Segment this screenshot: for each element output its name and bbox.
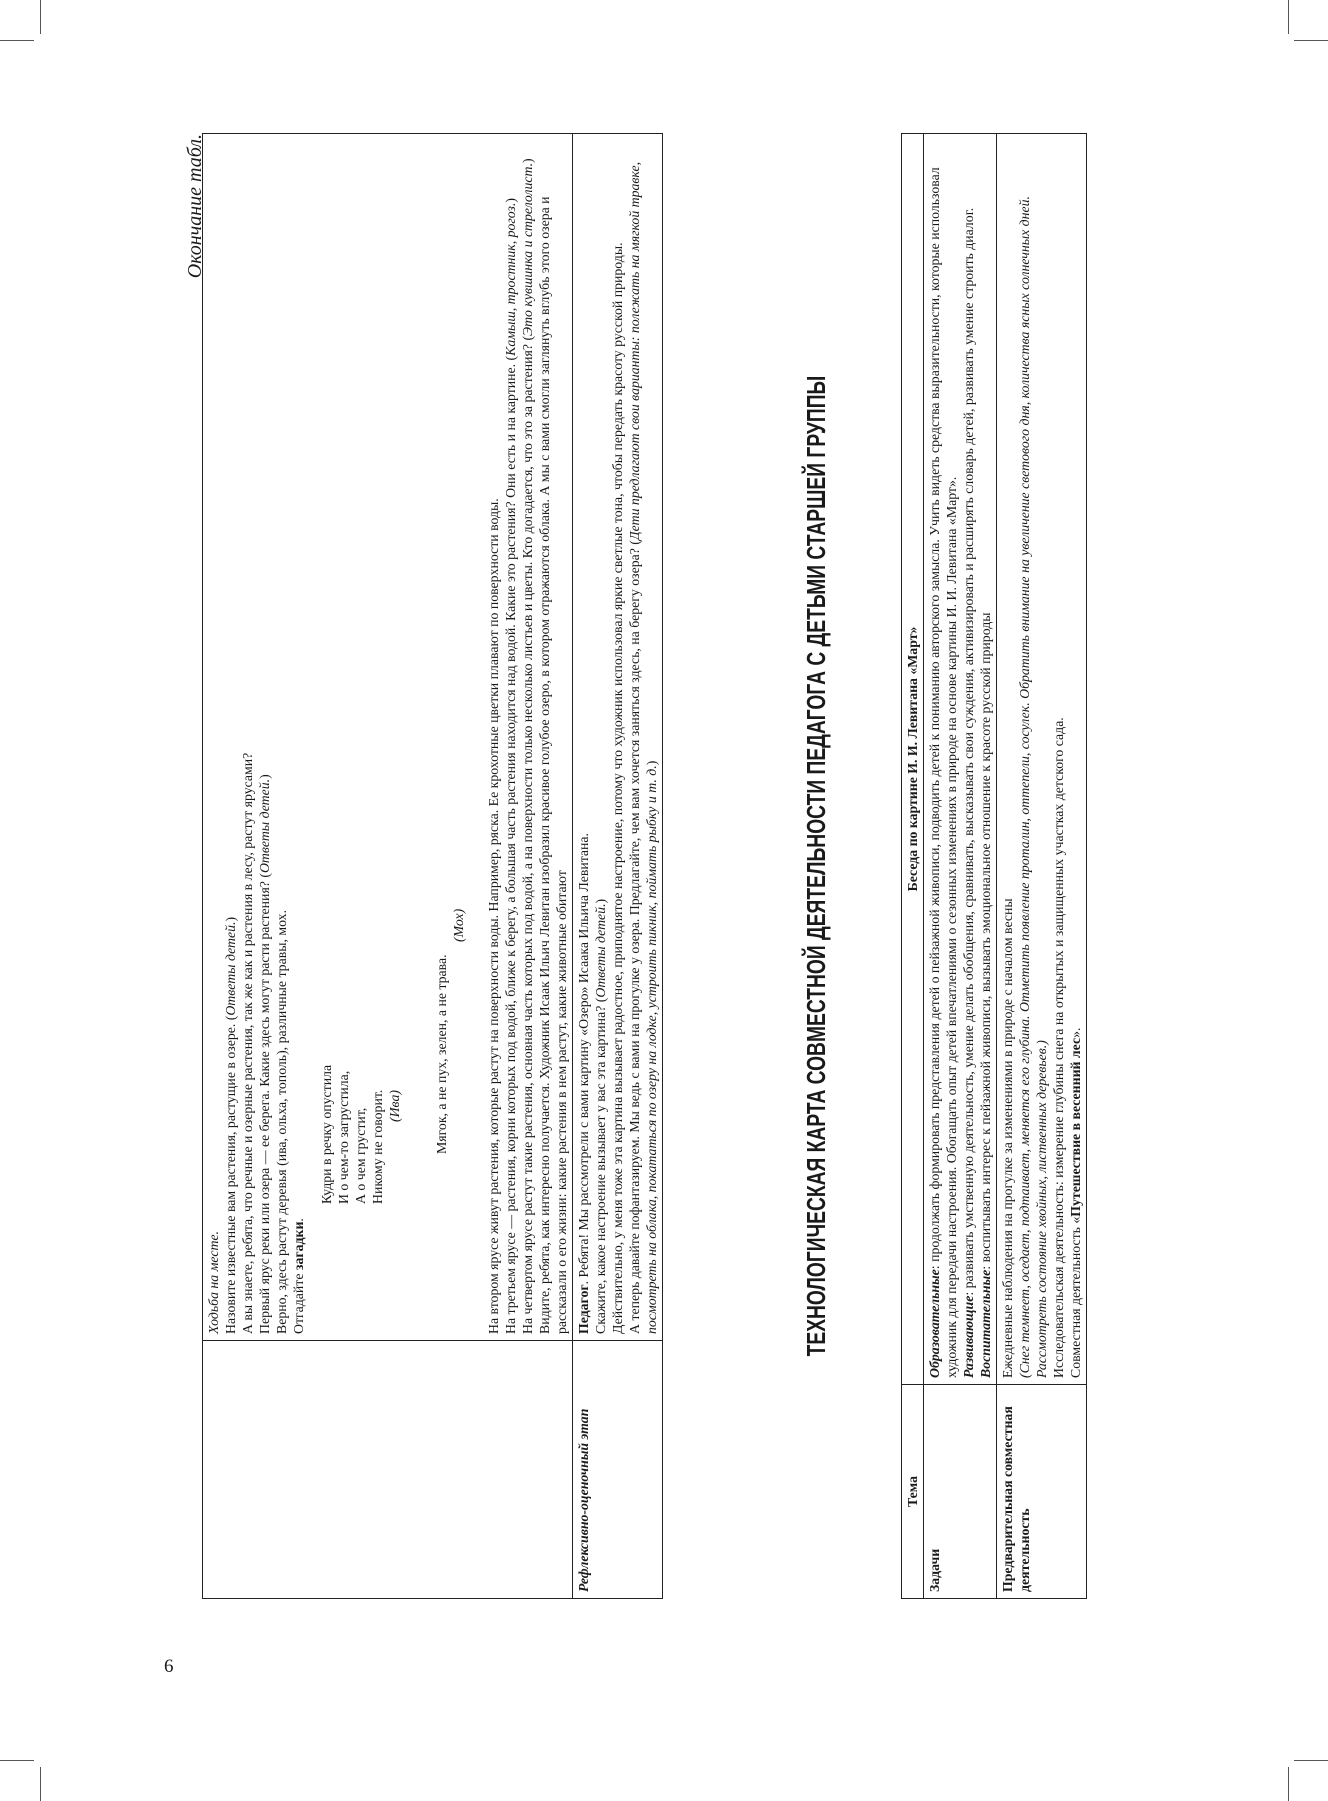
table-row	[203, 134, 573, 1599]
prelim-label: Предварительная совместная деятельность	[997, 1385, 1087, 1599]
prelim-cell	[997, 134, 1087, 1385]
table-row	[573, 134, 663, 1599]
main-title: ТЕХНОЛОГИЧЕСКАЯ КАРТА СОВМЕСТНОЙ ДЕЯТЕЛЬНОСТИ ПЕДАГОГА С ДЕТЬМИ СТАРШЕЙ ГРУППЫ	[801, 375, 831, 1357]
text-line: Педагог. Ребята! Мы рассмотрели с вами картину «Озеро» Исаака Ильича Левитана.	[576, 832, 591, 1334]
crop-mark	[1294, 1760, 1328, 1761]
technology-map-table	[901, 133, 1087, 1599]
table-row	[997, 134, 1087, 1599]
task-line	[926, 140, 960, 1378]
tasks-label: Задачи	[924, 1385, 997, 1599]
task-text: : продолжать формировать представления детей о пейзажной живописи, подводить детей к пониманию авторского замысла. Учить видеть средства выразительности, которые использовал художник для передачи настроения. Обогащать опыт детей впечатлениями о сезонных изменениях в природе на основе картины И. И. Левитана «Март».	[927, 167, 959, 1378]
text-line: Действительно, у меня тоже эта картина вызывает радостное, приподнятое настроение, потому что художник использовал яркие светлые тона, чтобы передать красоту русской природы.	[610, 242, 625, 1334]
riddle-line: И о чем-то загрустила,	[336, 1070, 351, 1204]
text-line: Ходьба на месте.	[206, 1230, 221, 1334]
crop-mark	[0, 40, 34, 41]
stage-cell: Рефлексивно-оценочный этап	[573, 1341, 663, 1599]
text-line: На четвертом ярусе растут такие растения, основная часть которых под водой, а на поверхности только несколько листьев и цветы. Кто догадается, что это за растения? (Это кувшинка и стрелолист.)	[520, 158, 535, 1334]
stage-cell-empty	[203, 1341, 573, 1599]
riddle-answer: (Ива)	[387, 1090, 402, 1122]
text-line: Совместная деятельность «Путешествие в весенний лес».	[1068, 1027, 1083, 1378]
table-header-row	[902, 134, 924, 1599]
table-row	[924, 134, 997, 1599]
text-line: А теперь давайте пофантазируем. Мы ведь с вами на прогулке у озера. Предлагайте, чем вам хочется заняться здесь, на берегу озера? (Дети предлагают свои варианты: полежать на мягкой травке, посмотреть на облака, покататься по озеру на лодке, устроить пикник, поймать рыбку и т. д.)	[627, 161, 659, 1334]
crop-mark	[1288, 0, 1289, 34]
crop-mark	[40, 0, 41, 34]
crop-mark	[0, 1760, 34, 1761]
text-line: На третьем ярусе — растения, корни которых под водой, ближе к берегу, а большая часть растения находится над водой. Какие это растения? Они есть и на картине. (Камыш, тростник, рогоз.)	[503, 198, 518, 1334]
task-line	[960, 140, 977, 1378]
text-line: А вы знаете, ребята, что речные и озерные растения, так же как и растения в лесу, растут ярусами?	[240, 752, 255, 1334]
riddle-line: Никому не говорит.	[370, 1089, 385, 1204]
text-line: Первый ярус реки или озера — ее берега. Какие здесь могут расти растения? (Ответы детей.)	[257, 774, 272, 1334]
text-line: Отгадайте загадки.	[291, 1218, 306, 1334]
text-line: На втором ярусе живут растения, которые растут на поверхности воды. Например, ряска. Ее крохотные цветки плавают по поверхности воды.	[486, 498, 501, 1334]
text-line: Верно, здесь растут деревья (ива, ольха, тополь), различные травы, мох.	[274, 909, 289, 1334]
text-line: Исследовательская деятельность: измерение глубины снега на открытых и защищенных участках детского сада.	[1051, 717, 1066, 1378]
riddle-line: Кудри в речку опустила	[319, 1064, 334, 1204]
task-text: : развивать умственную деятельность, умение делать обобщения, сравнивать, высказывать свои суждения, активизировать и расширять словарь детей, развивать умение строить диалог.	[961, 207, 976, 1296]
table-continuation-label: Окончание табл.	[184, 134, 206, 279]
riddle-1	[318, 140, 403, 1204]
riddle-answer: (Мох)	[451, 908, 466, 942]
task-lead: Образовательные	[927, 1269, 942, 1378]
riddle-line: Мягок, а не пух, зелен, а не трава.	[434, 954, 449, 1154]
rotated-page-content	[184, 131, 1328, 1599]
text-line: Видите, ребята, как интересно получается. Художник Исаак Ильич Левитан изобразил красивое голубое озеро, в котором отражаются облака. А мы с вами смогли заглянуть вглубь этого озера и рассказали о его жизни: какие растения в нем растут, какие животные обитают	[537, 196, 569, 1334]
activity-cell	[573, 134, 663, 1341]
text-line: Ежедневные наблюдения на прогулке за изменениями в природе с началом весны	[1000, 898, 1015, 1378]
crop-mark	[1288, 1767, 1289, 1801]
task-line	[977, 140, 994, 1378]
page-number: 6	[164, 1656, 174, 1677]
task-text: : воспитывать интерес к пейзажной живописи, вызывать эмоциональное отношение к красоте русской природы	[978, 612, 993, 1270]
tasks-cell	[924, 134, 997, 1385]
crop-mark	[40, 1767, 41, 1801]
riddle-line: А о чем грустит,	[353, 1107, 368, 1204]
activity-cell	[203, 134, 573, 1341]
crop-mark	[1294, 40, 1328, 41]
task-lead: Развивающие	[961, 1295, 976, 1378]
header-topic: Беседа по картине И. И. Левитана «Март»	[902, 134, 924, 1385]
lesson-table-continued	[202, 133, 663, 1599]
header-theme: Тема	[902, 1385, 924, 1599]
task-lead: Воспитательные	[978, 1269, 993, 1378]
riddle-2	[433, 140, 467, 1154]
text-line: Скажите, какое настроение вызывает у вас эта картина? (Ответы детей.)	[593, 898, 608, 1334]
text-line: (Снег темнеет, оседает, подтаивает, меняется его глубина. Отметить появление проталин, оттепели, сосулек. Обратить внимание на увеличение светового дня, количества ясных солнечных дней. Рассмотреть состояние хвойных, лиственных деревьев.)	[1017, 196, 1049, 1378]
text-line: Назовите известные вам растения, растущие в озере. (Ответы детей.)	[223, 916, 238, 1334]
